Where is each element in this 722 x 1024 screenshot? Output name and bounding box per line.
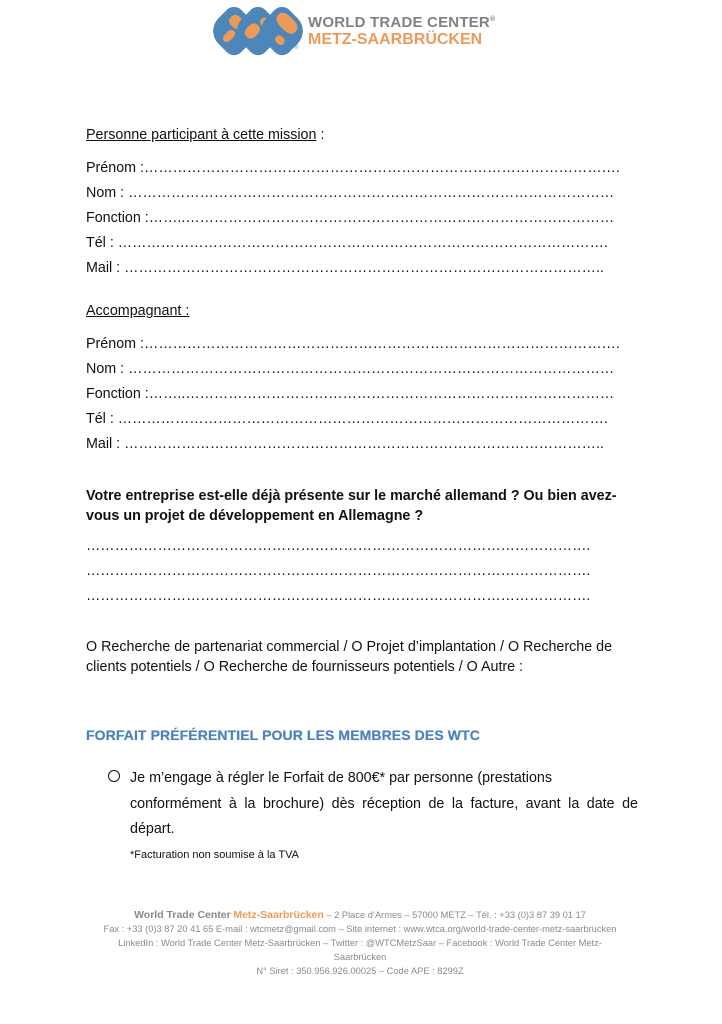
logo-registered: ®: [489, 15, 496, 23]
footer: [80, 908, 640, 978]
participant-prenom-field[interactable]: Prénom :……………………………………………………………………………………….: [86, 160, 620, 176]
footer-line-4: N° Siret : 350.956.926.00025 – Code APE : 8299Z: [256, 966, 464, 976]
companion-heading: Accompagnant :: [86, 303, 190, 319]
companion-fonction-field[interactable]: Fonction :……..………………………………………………………………………………: [86, 386, 615, 402]
footer-line-2: Fax : +33 (0)3 87 20 41 65 E-mail : wtcmetz@gmail.com – Site internet : www.wtca.org/world-trade-center-metz-saarbrucken: [103, 924, 617, 934]
forfait-heading: FORFAIT PRÉFÉRENTIEL POUR LES MEMBRES DES WTC: [86, 727, 480, 743]
companion-prenom-field[interactable]: Prénom :……………………………………………………………………………………….: [86, 336, 620, 352]
forfait-commitment: [108, 766, 638, 843]
vat-note: *Facturation non soumise à la TVA: [130, 849, 299, 861]
wtc-logo: [212, 9, 495, 53]
footer-line-3: LinkedIn : World Trade Center Metz-Saarbrücken – Twitter : @WTCMetzSaar – Facebook : World Trade Center Metz-Saarbrücken: [118, 938, 602, 962]
market-question: Votre entreprise est-elle déjà présente sur le marché allemand ? Ou bien avez-vous un projet de développement en Allemagne ?: [86, 488, 617, 524]
commitment-radio[interactable]: [108, 770, 120, 782]
logo-line1: WORLD TRADE CENTER: [308, 13, 490, 31]
answer-line-1[interactable]: …………………………………………………………………………………………….: [86, 538, 591, 554]
participant-heading: Personne participant à cette mission :: [86, 127, 325, 143]
registered-mark: ®: [294, 45, 299, 51]
answer-line-3[interactable]: …………………………………………………………………………………………….: [86, 588, 591, 604]
commitment-text-first: Je m’engage à régler le Forfait de 800€* par personne (prestations: [130, 770, 553, 786]
commitment-text-rest: conformément à la brochure) dès réception de la facture, avant la date de départ.: [130, 795, 638, 837]
participant-nom-field[interactable]: Nom : …………………………………………………………………………………………: [86, 185, 615, 201]
companion-mail-field[interactable]: Mail : ………………………………………………………………………………………..: [86, 436, 604, 452]
participant-tel-field[interactable]: Tél : ………………………………………………………………………………………….: [86, 235, 608, 251]
footer-line-1: World Trade Center Metz-Saarbrücken – 2 Place d’Armes – 57000 METZ – Tél. : +33 (0)3 87 39 01 17: [134, 909, 586, 921]
companion-nom-field[interactable]: Nom : …………………………………………………………………………………………: [86, 361, 615, 377]
answer-line-2[interactable]: …………………………………………………………………………………………….: [86, 563, 591, 579]
logo-line2: METZ-SAARBRÜCKEN: [308, 30, 483, 48]
participant-fonction-field[interactable]: Fonction :……..………………………………………………………………………………: [86, 210, 615, 226]
participant-mail-field[interactable]: Mail : ………………………………………………………………………………………..: [86, 260, 604, 276]
mission-options[interactable]: O Recherche de partenariat commercial / O Projet d’implantation / O Recherche de clients potentiels / O Recherche de fournisseurs potentiels / O Autre :: [86, 639, 613, 675]
globe-icon: [212, 9, 304, 53]
companion-tel-field[interactable]: Tél : ………………………………………………………………………………………….: [86, 411, 608, 427]
